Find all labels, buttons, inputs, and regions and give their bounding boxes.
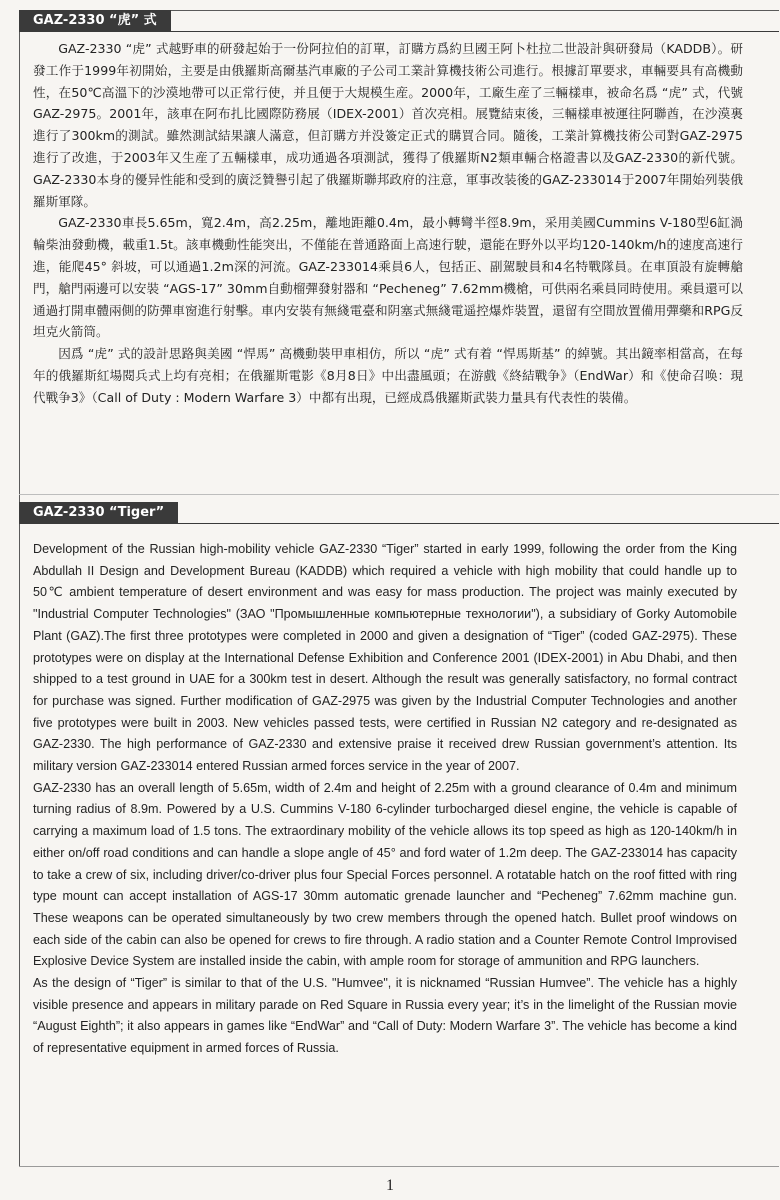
section-heading-chinese: GAZ-2330 “虎” 式	[19, 10, 171, 32]
chinese-paragraph: GAZ-2330車長5.65m，寬2.4m，高2.25m，離地距離0.4m，最小轉彎半徑8.9m，采用美國Cummins V-180型6缸渦輪柴油發動機，載重1.5t。該車機動性能突出，不僅能在普通路面上高速行駛，還能在野外以平均120-140km/h的速度高速行進，能爬45° 斜坡，可以通過1.2m深的河流。GAZ-233014乘員6人，包括正、副駕駛員和4名特戰隊員。在車頂設有旋轉艙門，艙門兩邊可以安裝 “AGS-17” 30mm自動榴彈發射器和 “Pecheneg” 7.62mm機槍，可供兩名乘員同時使用。乘員還可以通過打開車體兩側的防彈車窗進行射擊。車内安裝有無綫電臺和阴塞式無綫電遥控爆炸裝置，還留有空間放置備用彈藥和RPG反坦克火箭筒。	[33, 215, 743, 340]
page-number: 1	[386, 1177, 394, 1194]
section-heading-english: GAZ-2330 “Tiger”	[19, 502, 178, 524]
english-article-body	[33, 539, 737, 1060]
chinese-paragraph: 因爲 “虎” 式的設計思路與美國 “悍馬” 高機動裝甲車相仿，所以 “虎” 式有着 “悍馬斯基” 的綽號。其出鏡率相當高，在每年的俄羅斯紅場閱兵式上均有亮相；在俄羅斯電影《8月8日》中出盡風頭；在游戲《終結戰争》（EndWar）和《使命召唤：現代戰争3》（Call of Duty : Modern Warfare 3）中都有出現，已經成爲俄羅斯武裝力量具有代表性的裝備。	[33, 346, 743, 405]
bottom-rule	[19, 1166, 779, 1167]
section-header-rule	[19, 31, 779, 32]
english-paragraph: As the design of “Tiger” is similar to that of the U.S. "Humvee", it is nicknamed “Russian Humvee”. The vehicle has a highly visible presence and appears in military parade on Red Square in Russia every year; it’s in the limelight of the Russian movie “August Eighth”; it also appears in games like “EndWar” and “Call of Duty: Modern Warfare 3”. The vehicle has become a kind of representative equipment in armed forces of Russia.	[33, 976, 737, 1056]
section-header-rule	[19, 523, 779, 524]
section-divider	[19, 494, 779, 495]
chinese-paragraph: GAZ-2330 “虎” 式越野車的研發起始于一份阿拉伯的訂單，訂購方爲約旦國王阿卜杜拉二世設計與研發局（KADDB）。研發工作于1999年初開始，主要是由俄羅斯高爾基汽車廠的子公司工業計算機技術公司進行。根據訂單要求，車輛要具有高機動性，在50℃高溫下的沙漠地帶可以正常行使，并且便于大規模生産。2000年，工廠生産了三輛樣車，被命名爲 “虎” 式，代號GAZ-2975。2001年，該車在阿布扎比國際防務展（IDEX-2001）首次亮相。展覽結束後，三輛樣車被運往阿聯酋，在沙漠裏進行了300km的測試。雖然測試結果讓人滿意，但訂購方并没簽定正式的購買合同。隨後，工業計算機技術公司對GAZ-2975進行了改進，于2003年又生産了五輛樣車，成功通過各項測試，獲得了俄羅斯N2類車輛合格證書以及GAZ-2330的新代號。GAZ-2330本身的優异性能和受到的廣泛贊譽引起了俄羅斯聯邦政府的注意，軍事改装後的GAZ-233014于2007年開始列裝俄羅斯軍隊。	[33, 41, 743, 209]
left-frame-line	[19, 10, 20, 1167]
chinese-article-body	[33, 38, 743, 409]
section-header-chinese	[19, 10, 779, 32]
section-header-english	[19, 502, 779, 524]
english-paragraph: GAZ-2330 has an overall length of 5.65m, width of 2.4m and height of 2.25m with a ground clearance of 0.4m and minimum turning radius of 8.9m. Powered by a U.S. Cummins V-180 6-cylinder turbocharged diesel engine, the vehicle is capable of carrying a maximum load of 1.5 tons. The extraordinary mobility of the vehicle allows its top speed as high as 120-140km/h in either on/off road conditions and can handle a slope angle of 45° and ford water of 1.2m deep. The GAZ-233014 has capacity to take a crew of six, including driver/co-driver plus four Special Forces personnel. A rotatable hatch on the roof fitted with ring type mount can accept installation of AGS-17 30mm automatic grenade launcher and “Pecheneg” 7.62mm machine gun. These weapons can be operated simultaneously by two crew members through the opened hatch. Bullet proof windows on each side of the cabin can also be opened for crews to fire through. A radio station and a Counter Remote Control Improvised Explosive Device System are installed inside the cabin, with ample room for storage of ammunition and RPG launchers.	[33, 780, 737, 969]
english-paragraph: Development of the Russian high-mobility vehicle GAZ-2330 “Tiger” started in early 1999, following the order from the King Abdullah II Design and Development Bureau (KADDB) which required a vehicle with high mobility that could handle up to 50℃ ambient temperature of desert environment and was easy for mass production. The project was mainly executed by "Industrial Computer Technologies" (ЗАО "Промышленные компьютерные технологии"), a subsidiary of Gorky Automobile Plant (GAZ).The first three prototypes were completed in 2000 and given a designation of “Tiger” (coded GAZ-2975). These prototypes were on display at the International Defense Exhibition and Conference 2001 (IDEX-2001) in Abu Dhabi, and then shipped to a test ground in UAE for a 300km test in desert. Although the result was generally satisfactory, no formal contract for purchase was signed. Further modification of GAZ-2975 was given by the Industrial Computer Technologies and another five prototypes were built in 2003. New vehicles passed tests, were certified in Russian N2 category and re-designated as GAZ-2330. The high performance of GAZ-2330 and extensive praise it received drew Russian government’s attention. Its military version GAZ-233014 entered Russian armed forces service in the year of 2007.	[33, 542, 737, 774]
